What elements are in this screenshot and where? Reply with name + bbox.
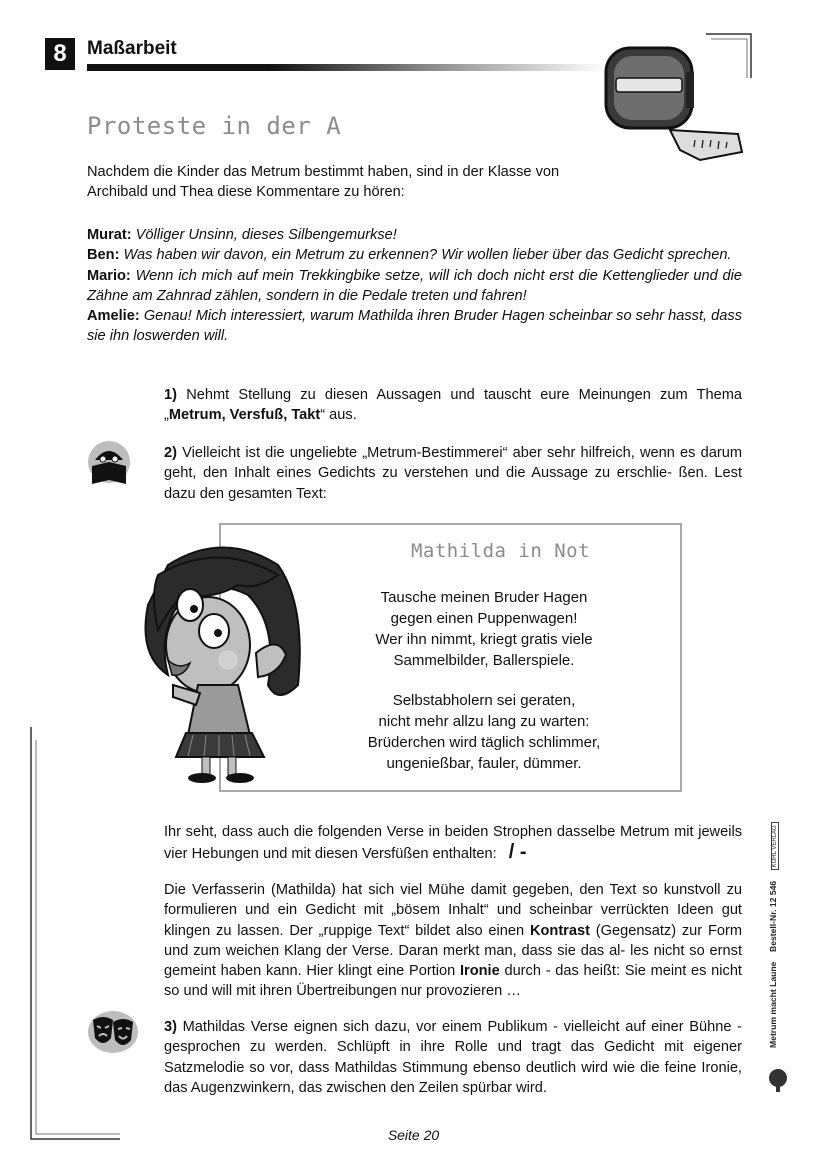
task-2: [164, 443, 742, 504]
poem-line: Sammelbilder, Ballerspiele.: [393, 652, 575, 669]
paragraph-text: Die Verfasserin (Mathilda) hat sich viel Mühe damit gegeben, den Text so kunstvoll zu formulieren und ein Gedicht mit „bösem Inhalt“ und scheinbar verrückten Ideen gut klingen zu lassen. Der „ruppige Text“ bildet also einen: [164, 882, 742, 939]
comments: [87, 225, 742, 347]
poem-stanza-1: [319, 587, 649, 671]
task-text: Vielleicht ist die ungeliebte „Metrum-Bestimmerei“ aber sehr hilfreich, wenn es darum geht, den Inhalt eines Gedichts zu verstehen und die Aussage zu erschlie- ßen. Lest dazu den gesamten Text:: [164, 445, 742, 502]
poem-line: Selbstabholern sei geraten,: [392, 692, 576, 709]
comment-text: Wenn ich mich auf mein Trekkingbike setze, will ich doch nicht erst die Kettenglieder und die Zähne am Zahnrad zählen, sondern in die Pedale treten und fahren!: [87, 267, 743, 304]
task-text: Mathildas Verse eignen sich dazu, vor einem Publikum - vielleicht auf einer Bühne - gesprochen zu werden. Schlüpft in ihre Rolle und tragt das Gedicht mit eigener Satzmelodie so vor, dass Mathildas Stimmung ebenso deutlich wird wie die feine Ironie, das Augenzwinkern, das zwischen den Zeilen spürbar wird.: [164, 1019, 742, 1096]
publisher-logo: KOHL VERLAG: [771, 822, 779, 870]
poem-stanza-2: [319, 690, 649, 774]
paragraph-metrum: [164, 822, 742, 865]
book-title: Metrum macht Laune: [768, 961, 778, 1048]
theater-masks-icon: [87, 1010, 139, 1054]
title-underline: [87, 64, 607, 71]
comment-text: Was haben wir davon, ein Metrum zu erkennen? Wir wollen lieber über das Gedicht sprechen.: [123, 247, 732, 264]
versfuss-symbol: / -: [508, 841, 527, 864]
task-3: [164, 1017, 742, 1098]
task-text: Nehmt Stellung zu diesen Aussagen und tauscht eure Meinungen zum Thema „: [164, 387, 742, 424]
poem-line: nicht mehr allzu lang zu warten:: [378, 713, 590, 730]
publisher-tree-icon: [766, 1068, 790, 1094]
paragraph-ironie: [164, 880, 742, 1002]
speaker: Mario:: [87, 267, 131, 284]
speaker: Murat:: [87, 227, 132, 243]
sidebar-imprint: [768, 822, 779, 1048]
paragraph-text: Ihr seht, dass auch die folgenden Verse in beiden Strophen dasselbe Metrum mit jeweils vier Hebungen und mit diesen Versfüßen enthalten:: [164, 824, 742, 863]
paragraph-text: durch - das heißt: Sie meint es nicht so und will mit ihren Übertreibungen nur provozieren …: [164, 963, 742, 1000]
poem-line: gegen einen Puppenwagen!: [390, 610, 578, 627]
poem-line: Brüderchen wird täglich schlimmer,: [367, 734, 601, 751]
speaker: Ben:: [87, 247, 120, 264]
tape-measure-icon: [600, 42, 750, 162]
reading-child-icon: [87, 440, 131, 486]
keyword-kontrast: Kontrast: [529, 922, 590, 939]
girl-illustration: [128, 535, 308, 785]
keyword-ironie: Ironie: [459, 963, 500, 980]
intro-text: [87, 162, 627, 203]
comment-text: Völliger Unsinn, dieses Silbengemurkse!: [135, 227, 397, 243]
chapter-number: 8: [45, 38, 75, 70]
poem-line: ungenießbar, fauler, dümmer.: [386, 755, 582, 772]
comment: [87, 266, 742, 307]
comment: [87, 225, 742, 245]
task-number: 1): [164, 387, 177, 403]
task-text: “ aus.: [320, 407, 357, 424]
task-number: 2): [164, 445, 177, 461]
chapter-title: Maßarbeit: [87, 38, 177, 59]
comment-text: Genau! Mich interessiert, warum Mathilda ihren Bruder Hagen scheinbar so sehr hasst, dass sie ihn loswerden will.: [87, 308, 742, 345]
intro-line: Nachdem die Kinder das Metrum bestimmt haben, sind in der Klasse von: [87, 164, 560, 180]
poem-line: Tausche meinen Bruder Hagen: [380, 589, 588, 606]
page-number: Seite 20: [387, 1127, 440, 1143]
speaker: Amelie:: [87, 308, 140, 325]
poem-line: Wer ihn nimmt, kriegt gratis viele: [375, 631, 593, 648]
section-title: Proteste in der A: [87, 112, 342, 140]
comment: [87, 306, 742, 347]
intro-line: Archibald und Thea diese Kommentare zu hören:: [87, 184, 405, 201]
task-keyword: Metrum, Versfuß, Takt: [168, 407, 321, 424]
order-number: Bestell-Nr. 12 546: [768, 880, 778, 952]
poem-title: Mathilda in Not: [410, 540, 591, 562]
task-number: 3): [164, 1019, 177, 1035]
paragraph-text: (Gegensatz) zur Form und zum weichen Klang der Verse. Daran merkt man, dass sie das al- les nicht so ernst gemeint haben kann. Hier klingt eine Portion: [164, 922, 742, 980]
comment: [87, 245, 742, 265]
task-1: [164, 385, 742, 426]
